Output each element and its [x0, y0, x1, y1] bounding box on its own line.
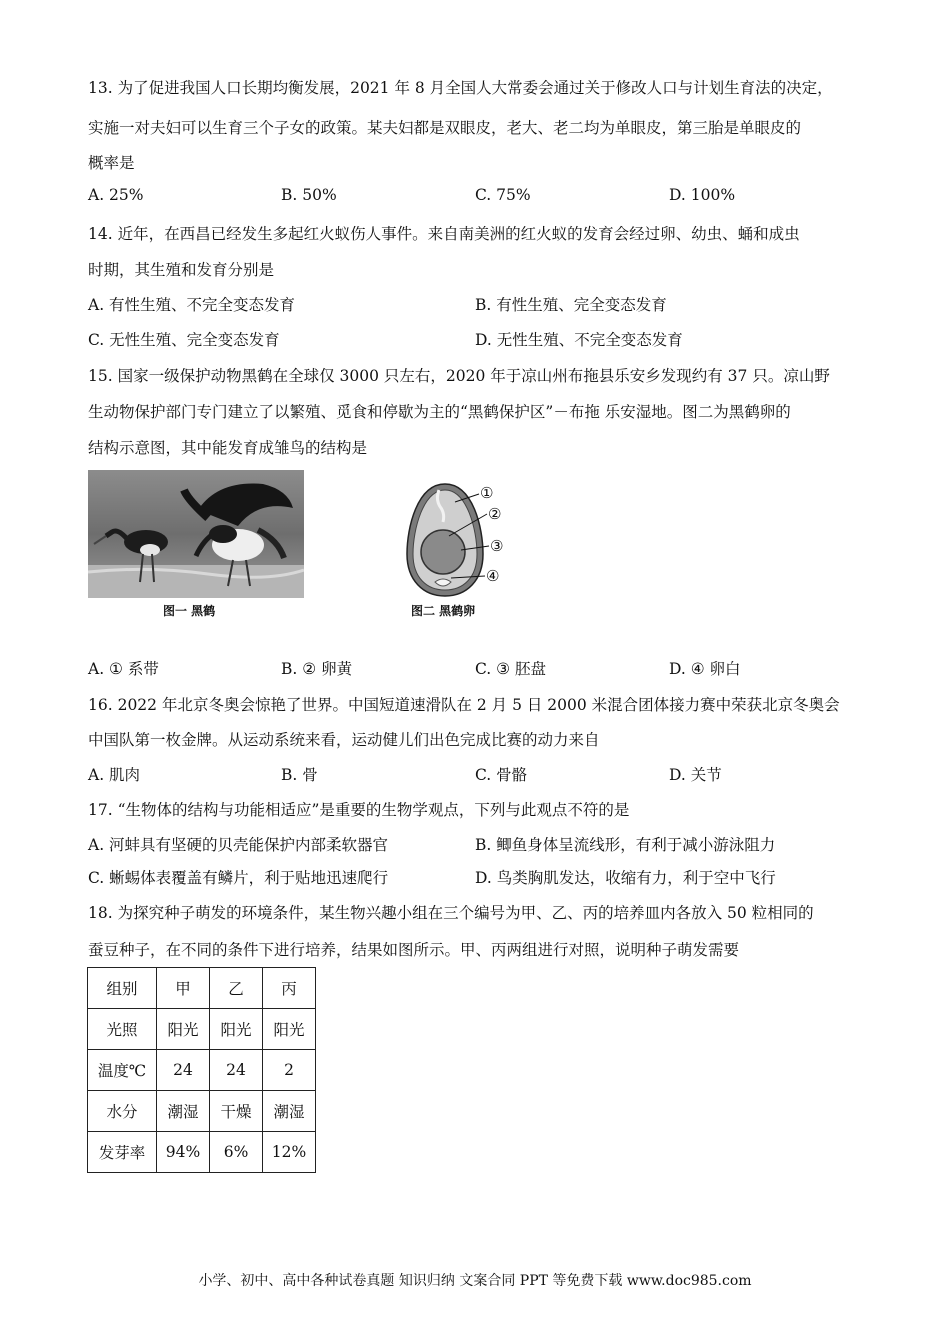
q16-line-1: 16. 2022 年北京冬奥会惊艳了世界。中国短道速滑队在 2 月 5 日 2000 米混合团体接力赛中荣获北京冬奥会	[88, 696, 840, 714]
q13-option-c: C. 75%	[475, 186, 531, 204]
table-cell: 组别	[88, 968, 157, 1009]
table-cell: 2	[263, 1050, 316, 1091]
q15-option-c: C. ③ 胚盘	[475, 660, 546, 678]
table-row	[88, 1009, 316, 1050]
q16-line-2: 中国队第一枚金牌。从运动系统来看，运动健儿们出色完成比赛的动力来自	[88, 731, 600, 749]
q17-option-c: C. 蜥蜴体表覆盖有鳞片，利于贴地迅速爬行	[88, 869, 389, 887]
table-cell: 94%	[157, 1132, 210, 1173]
table-row	[88, 1132, 316, 1173]
table-cell: 潮湿	[157, 1091, 210, 1132]
table-cell: 甲	[157, 968, 210, 1009]
q16-option-a: A. 肌肉	[88, 766, 141, 784]
page-footer: 小学、初中、高中各种试卷真题 知识归纳 文案合同 PPT 等免费下载 www.doc985.com	[198, 1273, 752, 1289]
figure-2-caption: 图二 黑鹤卵	[411, 604, 476, 618]
q14-line-2: 时期，其生殖和发育分别是	[88, 261, 275, 279]
q13-line-3: 概率是	[88, 154, 135, 172]
table-cell: 温度℃	[88, 1050, 157, 1091]
table-row	[88, 1091, 316, 1132]
q16-option-d: D. 关节	[669, 766, 722, 784]
egg-label-4: ④	[486, 567, 500, 585]
table-cell: 阳光	[210, 1009, 263, 1050]
q13-line-2: 实施一对夫妇可以生育三个子女的政策。某夫妇都是双眼皮，老大、老二均为单眼皮，第三胎是单眼皮的	[88, 119, 802, 137]
q13-line-1: 13. 为了促进我国人口长期均衡发展，2021 年 8 月全国人大常委会通过关于修改人口与计划生育法的决定，	[88, 79, 833, 97]
table-cell: 12%	[263, 1132, 316, 1173]
q15-line-1: 15. 国家一级保护动物黑鹤在全球仅 3000 只左右，2020 年于凉山州布拖县乐安乡发现约有 37 只。凉山野	[88, 367, 830, 385]
q15-option-b: B. ② 卵黄	[281, 660, 353, 678]
table-cell: 水分	[88, 1091, 157, 1132]
egg-label-1: ①	[480, 484, 494, 502]
table-cell: 阳光	[263, 1009, 316, 1050]
table-cell: 6%	[210, 1132, 263, 1173]
table-cell: 24	[157, 1050, 210, 1091]
egg-label-2: ②	[488, 505, 502, 523]
q15-option-a: A. ① 系带	[88, 660, 159, 678]
table-cell: 24	[210, 1050, 263, 1091]
q16-option-b: B. 骨	[281, 766, 318, 784]
black-stork-photo	[88, 470, 304, 602]
q14-line-1: 14. 近年，在西昌已经发生多起红火蚁伤人事件。来自南美洲的红火蚁的发育会经过卵、幼虫、蛹和成虫	[88, 225, 800, 243]
q15-option-d: D. ④ 卵白	[669, 660, 741, 678]
table-cell: 乙	[210, 968, 263, 1009]
q14-option-b: B. 有性生殖、完全变态发育	[475, 296, 667, 314]
q17-line-1: 17. “生物体的结构与功能相适应”是重要的生物学观点，下列与此观点不符的是	[88, 801, 630, 819]
q17-option-b: B. 鲫鱼身体呈流线形，有利于减小游泳阻力	[475, 836, 776, 854]
q14-option-a: A. 有性生殖、不完全变态发育	[88, 296, 296, 314]
table-cell: 发芽率	[88, 1132, 157, 1173]
table-cell: 阳光	[157, 1009, 210, 1050]
egg-label-3: ③	[490, 537, 504, 555]
table-cell: 光照	[88, 1009, 157, 1050]
q17-option-d: D. 鸟类胸肌发达，收缩有力，利于空中飞行	[475, 869, 776, 887]
q13-option-a: A. 25%	[88, 186, 144, 204]
q17-option-a: A. 河蚌具有坚硬的贝壳能保护内部柔软器官	[88, 836, 389, 854]
q14-option-d: D. 无性生殖、不完全变态发育	[475, 331, 683, 349]
q15-line-3: 结构示意图，其中能发育成雏鸟的结构是	[88, 439, 368, 457]
seed-germination-table	[87, 967, 316, 1173]
q16-option-c: C. 骨骼	[475, 766, 528, 784]
table-row	[88, 1050, 316, 1091]
table-cell: 干燥	[210, 1091, 263, 1132]
q13-option-d: D. 100%	[669, 186, 736, 204]
q13-option-b: B. 50%	[281, 186, 337, 204]
q15-line-2: 生动物保护部门专门建立了以繁殖、觅食和停歇为主的“黑鹤保护区”－布拖 乐安湿地。图二为黑鹤卵的	[88, 403, 791, 421]
table-row	[88, 968, 316, 1009]
table-cell: 丙	[263, 968, 316, 1009]
table-cell: 潮湿	[263, 1091, 316, 1132]
q14-option-c: C. 无性生殖、完全变态发育	[88, 331, 280, 349]
figure-1-caption: 图一 黑鹤	[163, 604, 216, 618]
q18-line-2: 蚕豆种子，在不同的条件下进行培养，结果如图所示。甲、丙两组进行对照，说明种子萌发需要	[88, 941, 740, 959]
q18-line-1: 18. 为探究种子萌发的环境条件，某生物兴趣小组在三个编号为甲、乙、丙的培养皿内各放入 50 粒相同的	[88, 904, 814, 922]
